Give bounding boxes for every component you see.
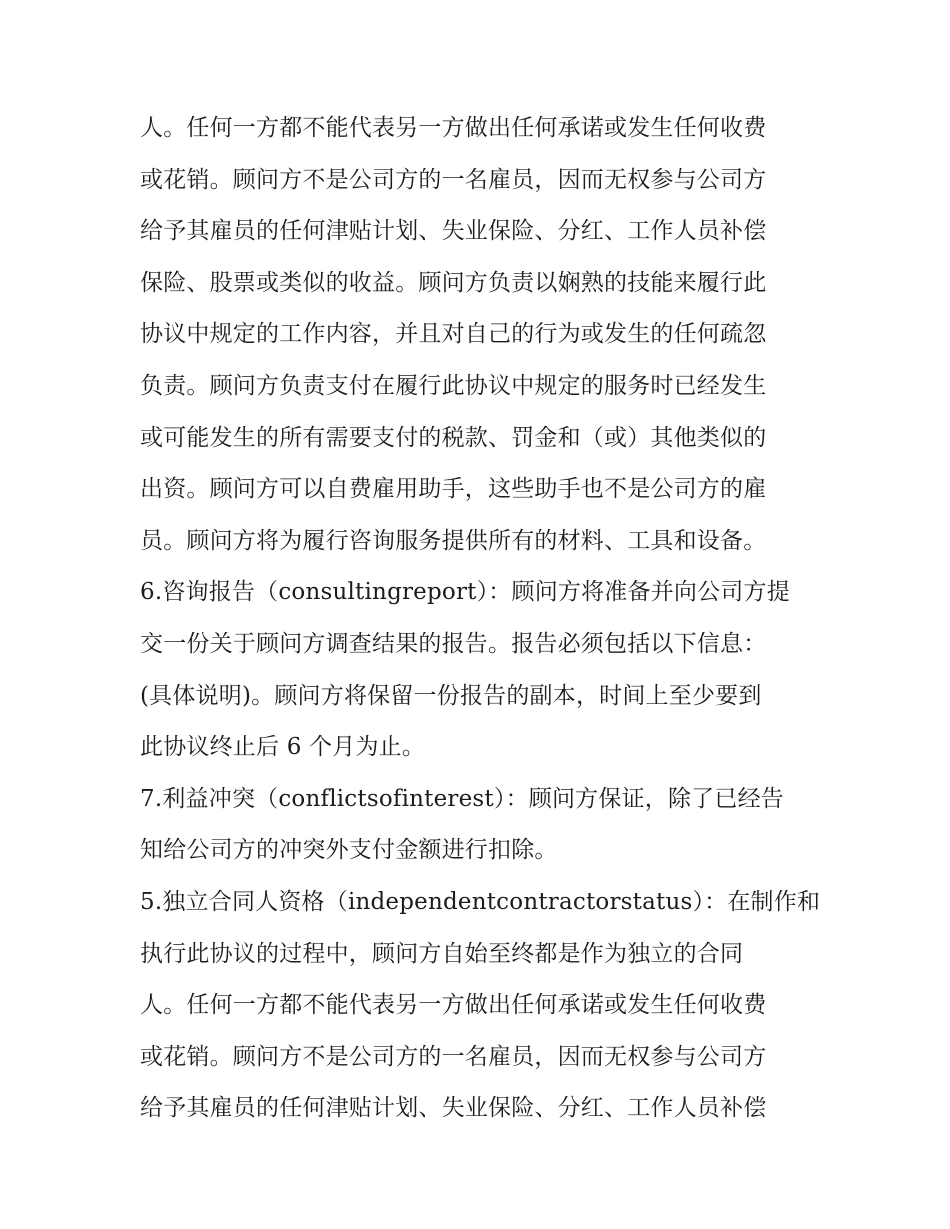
text-line: 协议中规定的工作内容，并且对自己的行为或发生的任何疏忽 <box>140 321 767 348</box>
text-line: (具体说明)。顾问方将保留一份报告的副本，时间上至少要到 <box>140 682 762 709</box>
text-line: 执行此协议的过程中，顾问方自始至终都是作为独立的合同 <box>140 940 744 967</box>
text-line: 给予其雇员的任何津贴计划、失业保险、分红、工作人员补偿 <box>140 218 767 245</box>
section-7-heading-line: 7.利益冲突（conflictsofinterest）：顾问方保证，除了已经告 <box>140 785 784 812</box>
text-line: 保险、股票或类似的收益。顾问方负责以娴熟的技能来履行此 <box>140 269 767 296</box>
text-line: 或花销。顾问方不是公司方的一名雇员，因而无权参与公司方 <box>140 1043 767 1070</box>
text-line: 负责。顾问方负责支付在履行此协议中规定的服务时已经发生 <box>140 372 767 399</box>
text-line: 交一份关于顾问方调查结果的报告。报告必须包括以下信息： <box>140 630 767 657</box>
text-line: 知给公司方的冲突外支付金额进行扣除。 <box>140 837 558 864</box>
text-line: 出资。顾问方可以自费雇用助手，这些助手也不是公司方的雇 <box>140 476 767 503</box>
text-line: 此协议终止后 6 个月为止。 <box>140 734 426 761</box>
text-line: 或花销。顾问方不是公司方的一名雇员，因而无权参与公司方 <box>140 166 767 193</box>
section-5-heading-line: 5.独立合同人资格（independentcontractorstatus）：在制作和 <box>140 888 821 915</box>
text-line: 人。任何一方都不能代表另一方做出任何承诺或发生任何收费 <box>140 992 767 1019</box>
text-line: 员。顾问方将为履行咨询服务提供所有的材料、工具和设备。 <box>140 527 767 554</box>
document-body <box>140 103 820 1135</box>
text-line: 人。任何一方都不能代表另一方做出任何承诺或发生任何收费 <box>140 115 767 141</box>
text-line: 或可能发生的所有需要支付的税款、罚金和（或）其他类似的 <box>140 424 767 451</box>
text-line: 给予其雇员的任何津贴计划、失业保险、分红、工作人员补偿 <box>140 1095 767 1122</box>
section-6-heading-line: 6.咨询报告（consultingreport）：顾问方将准备并向公司方提 <box>140 579 790 606</box>
